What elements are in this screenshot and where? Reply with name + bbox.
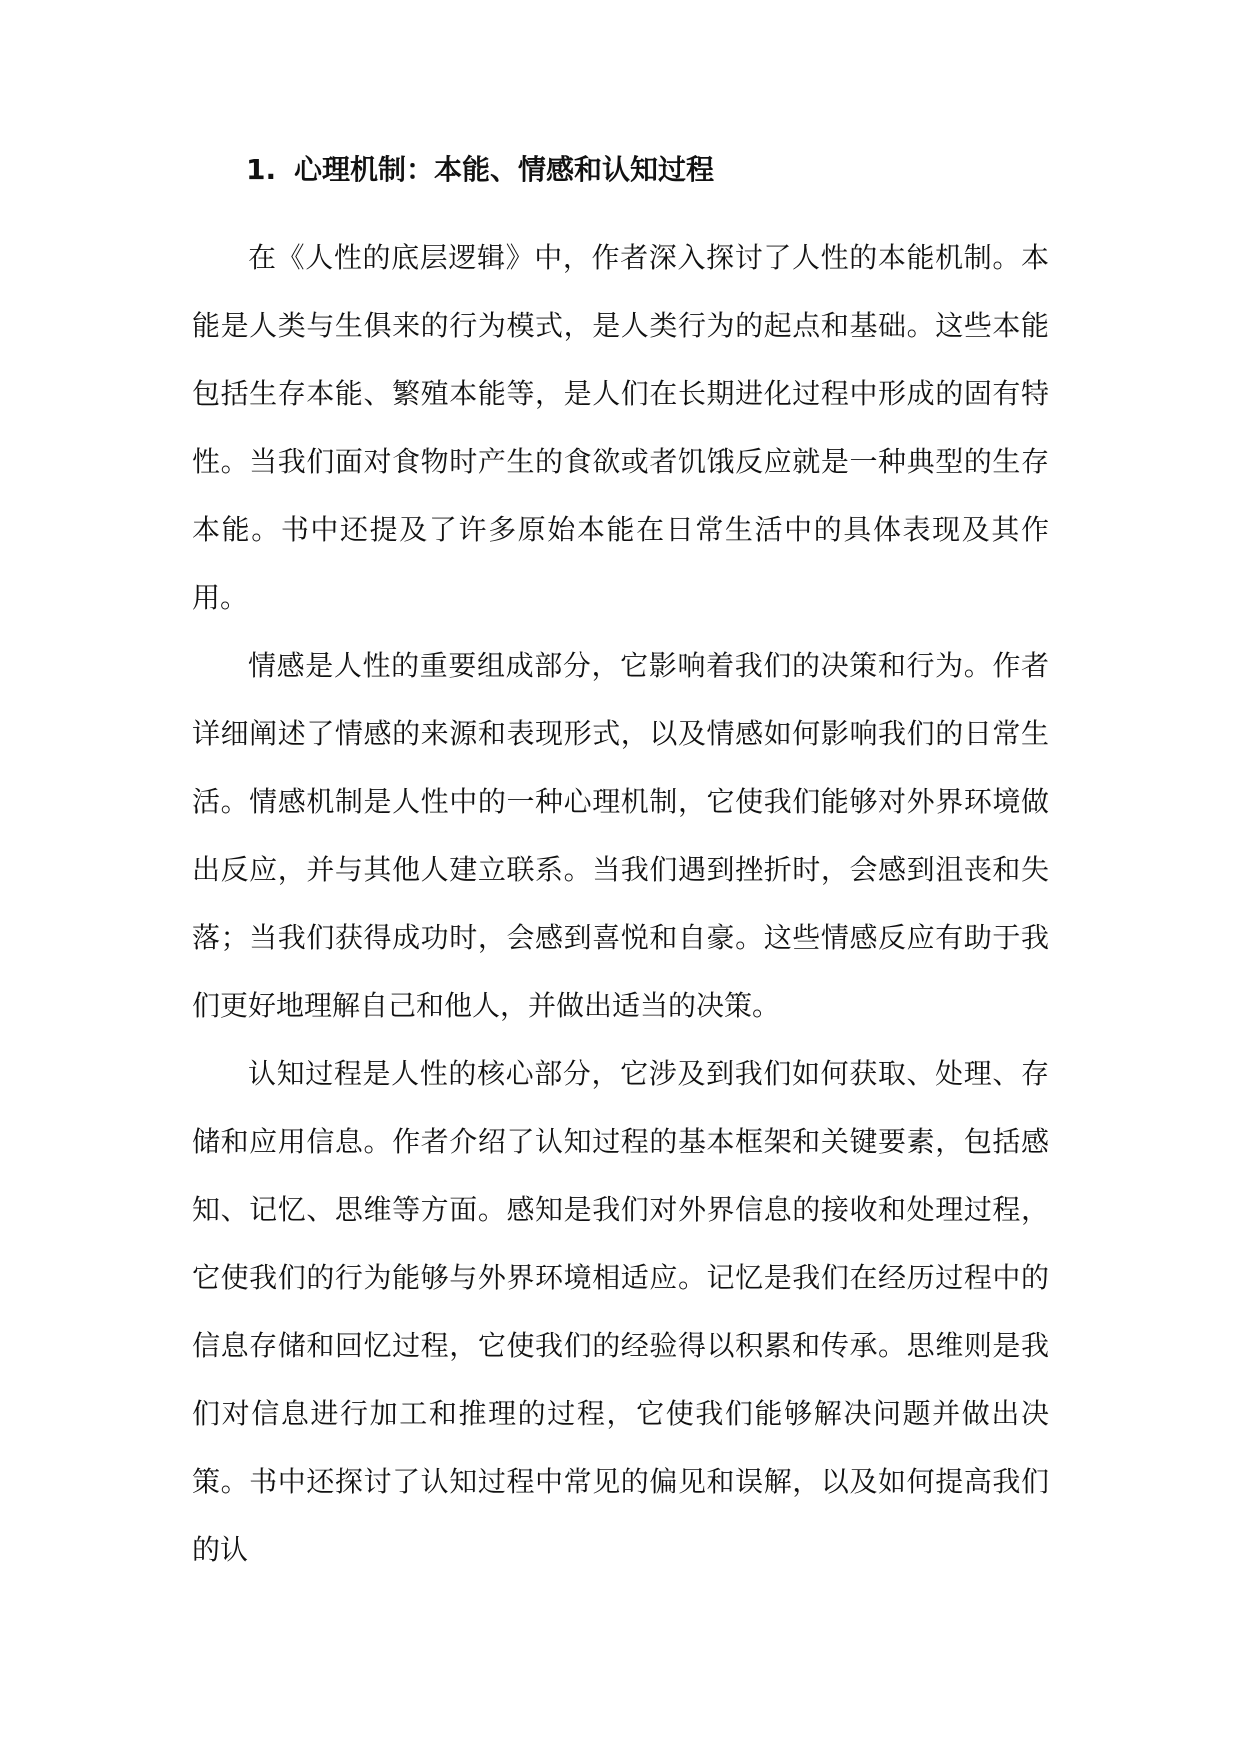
paragraph-cognition: 认知过程是人性的核心部分，它涉及到我们如何获取、处理、存储和应用信息。作者介绍了认知过程的基本框架和关键要素，包括感知、记忆、思维等方面。感知是我们对外界信息的接收和处理过程，它使我们的行为能够与外界环境相适应。记忆是我们在经历过程中的信息存储和回忆过程，它使我们的经验得以积累和传承。思维则是我们对信息进行加工和推理的过程，它使我们能够解决问题并做出决策。书中还探讨了认知过程中常见的偏见和误解，以及如何提高我们的认: [192, 1057, 1049, 1566]
section-heading: [246, 152, 714, 188]
paragraph-emotion: 情感是人性的重要组成部分，它影响着我们的决策和行为。作者详细阐述了情感的来源和表现形式，以及情感如何影响我们的日常生活。情感机制是人性中的一种心理机制，它使我们能够对外界环境做出反应，并与其他人建立联系。当我们遇到挫折时，会感到沮丧和失落；当我们获得成功时，会感到喜悦和自豪。这些情感反应有助于我们更好地理解自己和他人，并做出适当的决策。: [192, 649, 1049, 1022]
section-number: 1.: [246, 153, 277, 186]
section-title: 心理机制：本能、情感和认知过程: [294, 153, 715, 186]
paragraph-instinct: 在《人性的底层逻辑》中，作者深入探讨了人性的本能机制。本能是人类与生俱来的行为模式，是人类行为的起点和基础。这些本能包括生存本能、繁殖本能等，是人们在长期进化过程中形成的固有特性。当我们面对食物时产生的食欲或者饥饿反应就是一种典型的生存本能。书中还提及了许多原始本能在日常生活中的具体表现及其作用。: [192, 241, 1049, 614]
body-text: [192, 224, 1049, 1584]
